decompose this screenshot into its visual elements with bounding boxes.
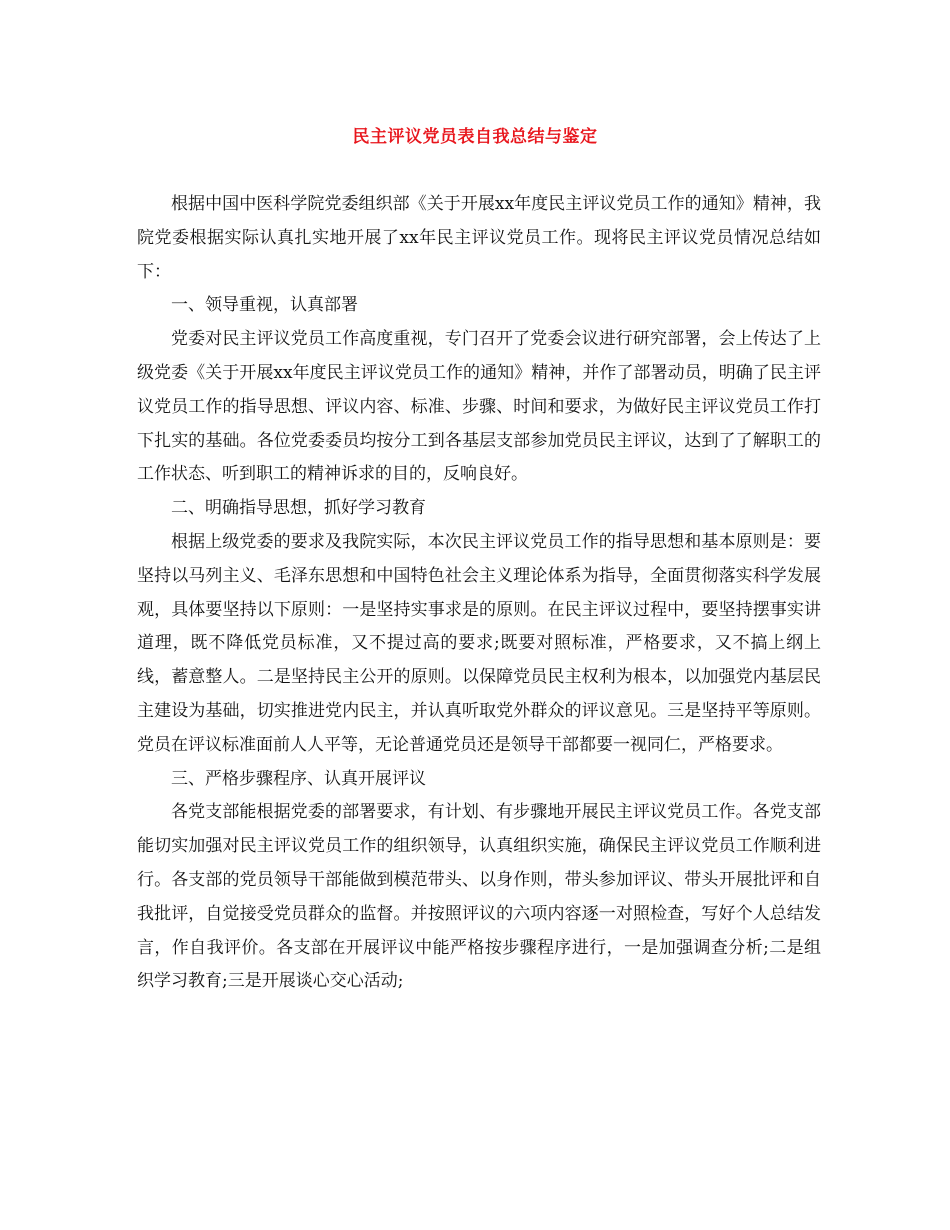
section-3-paragraph: 各党支部能根据党委的部署要求，有计划、有步骤地开展民主评议党员工作。各党支部能切实加强对民主评议党员工作的组织领导，认真组织实施，确保民主评议党员工作顺利进行。各支部的党员领导干部能做到模范带头、以身作则，带头参加评议、带头开展批评和自我批评，自觉接受党员群众的监督。并按照评议的六项内容逐一对照检查，写好个人总结发言，作自我评价。各支部在开展评议中能严格按步骤程序进行，一是加强调查分析;二是组织学习教育;三是开展谈心交心活动;	[137, 802, 821, 992]
intro-paragraph: 根据中国中医科学院党委组织部《关于开展xx年度民主评议党员工作的通知》精神，我院党委根据实际认真扎实地开展了xx年民主评议党员工作。现将民主评议党员情况总结如下：	[137, 194, 821, 282]
section-2-paragraph: 根据上级党委的要求及我院实际，本次民主评议党员工作的指导思想和基本原则是：要坚持以马列主义、毛泽东思想和中国特色社会主义理论体系为指导，全面贯彻落实科学发展观，具体要坚持以下原则：一是坚持实事求是的原则。在民主评议过程中，要坚持摆事实讲道理，既不降低党员标准，又不提过高的要求;既要对照标准，严格要求，又不搞上纲上线，蓄意整人。二是坚持民主公开的原则。以保障党员民主权利为根本，以加强党内基层民主建设为基础，切实推进党内民主，并认真听取党外群众的评议意见。三是坚持平等原则。党员在评议标准面前人人平等，无论普通党员还是领导干部都要一视同仁，严格要求。	[137, 531, 821, 755]
section-heading-3: 三、严格步骤程序、认真开展评议	[171, 768, 426, 789]
section-1-paragraph: 党委对民主评议党员工作高度重视，专门召开了党委会议进行研究部署，会上传达了上级党委《关于开展xx年度民主评议党员工作的通知》精神，并作了部署动员，明确了民主评议党员工作的指导思想、评议内容、标准、步骤、时间和要求，为做好民主评议党员工作打下扎实的基础。各位党委委员均按分工到各基层支部参加党员民主评议，达到了了解职工的工作状态、听到职工的精神诉求的目的，反响良好。	[137, 329, 821, 485]
document-title: 民主评议党员表自我总结与鉴定	[352, 127, 598, 147]
section-heading-1: 一、领导重视，认真部署	[171, 295, 358, 316]
section-heading-2: 二、明确指导思想，抓好学习教育	[171, 498, 426, 519]
document-body	[137, 188, 821, 999]
